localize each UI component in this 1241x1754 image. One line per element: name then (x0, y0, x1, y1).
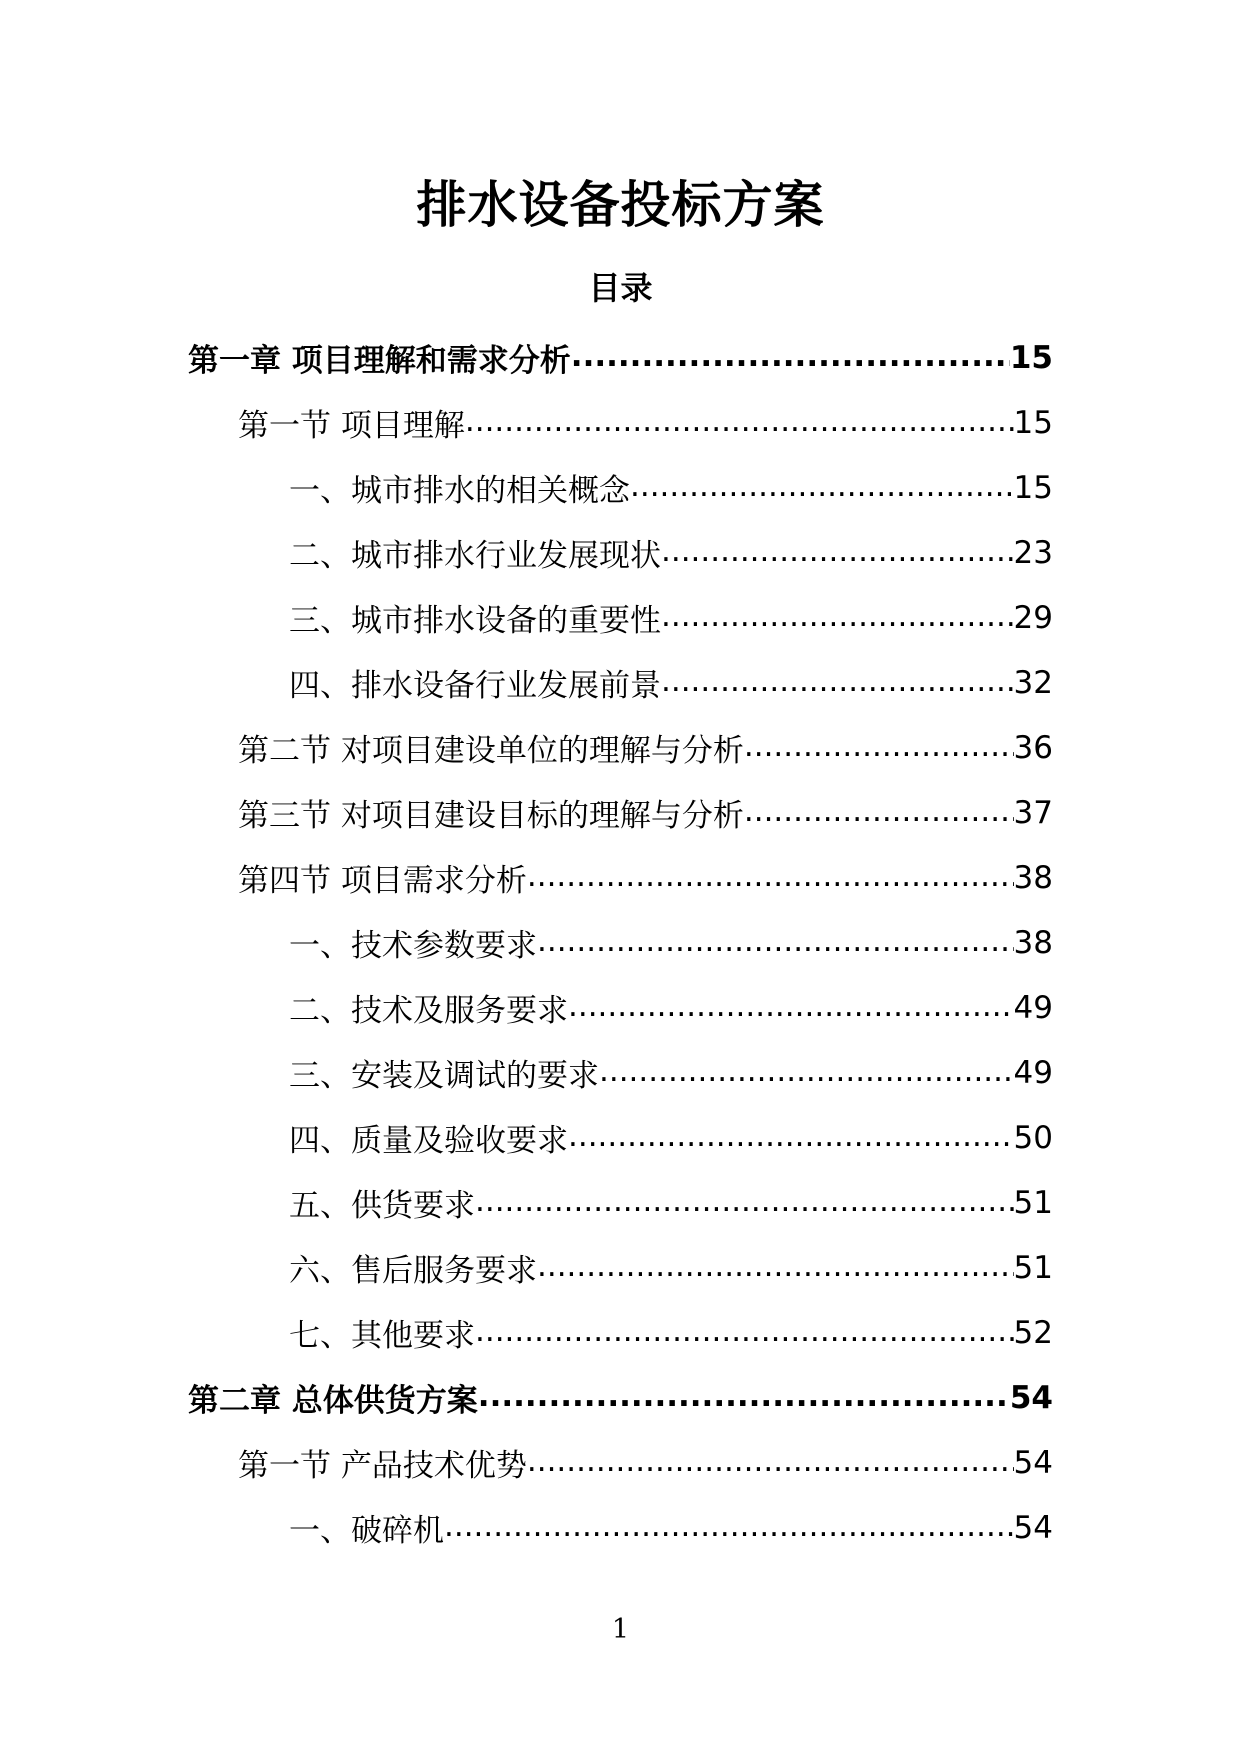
toc-entry-label: 四、排水设备行业发展前景 (289, 668, 661, 704)
toc-entry-page-number: 51 (1013, 1249, 1053, 1286)
toc-dot-leader (527, 858, 1014, 894)
toc-page-number-wrap (1014, 925, 1053, 961)
toc-page-number-wrap (1014, 795, 1053, 831)
toc-entry-page-number: 49 (1013, 1054, 1053, 1091)
toc-entry-level-2[interactable] (0, 390, 1241, 455)
toc-entry-level-3[interactable] (0, 1105, 1241, 1170)
toc-page-number-wrap (1014, 600, 1053, 636)
toc-dot-leader (537, 1248, 1014, 1284)
toc-dot-leader (661, 663, 1014, 699)
toc-entry-page-number: 38 (1013, 924, 1053, 961)
toc-entry-page-number: 23 (1013, 534, 1053, 571)
toc-page-number-wrap (1014, 470, 1053, 506)
toc-entry-page-number: 15 (1013, 469, 1053, 506)
toc-dot-leader (537, 923, 1014, 959)
toc-page-number-wrap (1014, 730, 1053, 766)
toc-entry-level-3[interactable] (0, 975, 1241, 1040)
table-of-contents (0, 325, 1241, 1560)
toc-page-number-wrap (1014, 990, 1053, 1026)
toc-entry-label: 七、其他要求 (289, 1318, 475, 1354)
toc-dot-leader (744, 728, 1014, 764)
toc-entry-level-3[interactable] (0, 1235, 1241, 1300)
toc-page-number-wrap (1014, 1315, 1053, 1351)
toc-entry-label: 三、安装及调试的要求 (289, 1058, 599, 1094)
toc-entry-level-3[interactable] (0, 910, 1241, 975)
toc-entry-label: 一、城市排水的相关概念 (289, 473, 630, 509)
toc-page-number-wrap (1014, 665, 1053, 701)
toc-entry-label: 第三节 对项目建设目标的理解与分析 (238, 798, 744, 834)
toc-entry-page-number: 52 (1013, 1314, 1053, 1351)
toc-entry-page-number: 15 (1009, 339, 1053, 376)
toc-dot-leader (571, 338, 1010, 374)
toc-entry-page-number: 29 (1013, 599, 1053, 636)
toc-dot-leader (475, 1183, 1014, 1219)
toc-entry-level-2[interactable] (0, 845, 1241, 910)
toc-entry-level-3[interactable] (0, 1495, 1241, 1560)
toc-heading: 目录 (588, 269, 653, 307)
document-title: 排水设备投标方案 (416, 176, 825, 234)
toc-entry-level-3[interactable] (0, 455, 1241, 520)
toc-entry-label: 一、破碎机 (289, 1513, 444, 1549)
toc-page-number-wrap (1014, 860, 1053, 896)
toc-entry-page-number: 54 (1013, 1509, 1053, 1546)
toc-entry-level-2[interactable] (0, 1430, 1241, 1495)
toc-entry-level-2[interactable] (0, 715, 1241, 780)
toc-dot-leader (568, 988, 1014, 1024)
toc-entry-page-number: 51 (1013, 1184, 1053, 1221)
toc-entry-label: 三、城市排水设备的重要性 (289, 603, 661, 639)
toc-entry-level-3[interactable] (0, 520, 1241, 585)
toc-dot-leader (478, 1378, 1010, 1414)
toc-entry-page-number: 50 (1013, 1119, 1053, 1156)
toc-entry-page-number: 54 (1009, 1379, 1053, 1416)
toc-entry-level-3[interactable] (0, 585, 1241, 650)
toc-entry-page-number: 36 (1013, 729, 1053, 766)
toc-dot-leader (661, 598, 1014, 634)
toc-entry-label: 第一章 项目理解和需求分析 (188, 343, 571, 379)
toc-entry-level-1[interactable] (0, 1365, 1241, 1430)
toc-entry-label: 第二节 对项目建设单位的理解与分析 (238, 733, 744, 769)
toc-entry-label: 第四节 项目需求分析 (238, 863, 527, 899)
toc-entry-page-number: 32 (1013, 664, 1053, 701)
toc-dot-leader (444, 1508, 1014, 1544)
toc-entry-level-3[interactable] (0, 1040, 1241, 1105)
toc-page-number-wrap (1010, 1380, 1053, 1416)
toc-entry-label: 二、城市排水行业发展现状 (289, 538, 661, 574)
toc-entry-level-3[interactable] (0, 1300, 1241, 1365)
toc-page-number-wrap (1014, 535, 1053, 571)
toc-entry-label: 四、质量及验收要求 (289, 1123, 568, 1159)
toc-entry-label: 一、技术参数要求 (289, 928, 537, 964)
toc-page-number-wrap (1014, 1510, 1053, 1546)
toc-page-number-wrap (1010, 340, 1053, 376)
toc-entry-level-1[interactable] (0, 325, 1241, 390)
toc-entry-label: 六、售后服务要求 (289, 1253, 537, 1289)
toc-entry-label: 第二章 总体供货方案 (188, 1383, 478, 1419)
toc-dot-leader (630, 468, 1014, 504)
toc-dot-leader (599, 1053, 1014, 1089)
toc-page-number-wrap (1014, 1185, 1053, 1221)
toc-dot-leader (475, 1313, 1014, 1349)
toc-entry-page-number: 37 (1013, 794, 1053, 831)
toc-page-number-wrap (1014, 1120, 1053, 1156)
toc-entry-level-3[interactable] (0, 650, 1241, 715)
toc-entry-label: 第一节 产品技术优势 (238, 1448, 527, 1484)
toc-page-number-wrap (1014, 1445, 1053, 1481)
toc-page-number-wrap (1014, 405, 1053, 441)
toc-entry-page-number: 54 (1013, 1444, 1053, 1481)
toc-dot-leader (465, 403, 1014, 439)
toc-dot-leader (744, 793, 1014, 829)
toc-page-number-wrap (1014, 1250, 1053, 1286)
toc-entry-level-3[interactable] (0, 1170, 1241, 1235)
toc-entry-page-number: 38 (1013, 859, 1053, 896)
toc-entry-label: 五、供货要求 (289, 1188, 475, 1224)
toc-dot-leader (661, 533, 1014, 569)
toc-entry-label: 第一节 项目理解 (238, 408, 465, 444)
toc-entry-level-2[interactable] (0, 780, 1241, 845)
toc-page-number-wrap (1014, 1055, 1053, 1091)
toc-dot-leader (527, 1443, 1014, 1479)
page-number: 1 (611, 1614, 630, 1645)
toc-entry-label: 二、技术及服务要求 (289, 993, 568, 1029)
toc-entry-page-number: 15 (1013, 404, 1053, 441)
toc-dot-leader (568, 1118, 1014, 1154)
toc-entry-page-number: 49 (1013, 989, 1053, 1026)
